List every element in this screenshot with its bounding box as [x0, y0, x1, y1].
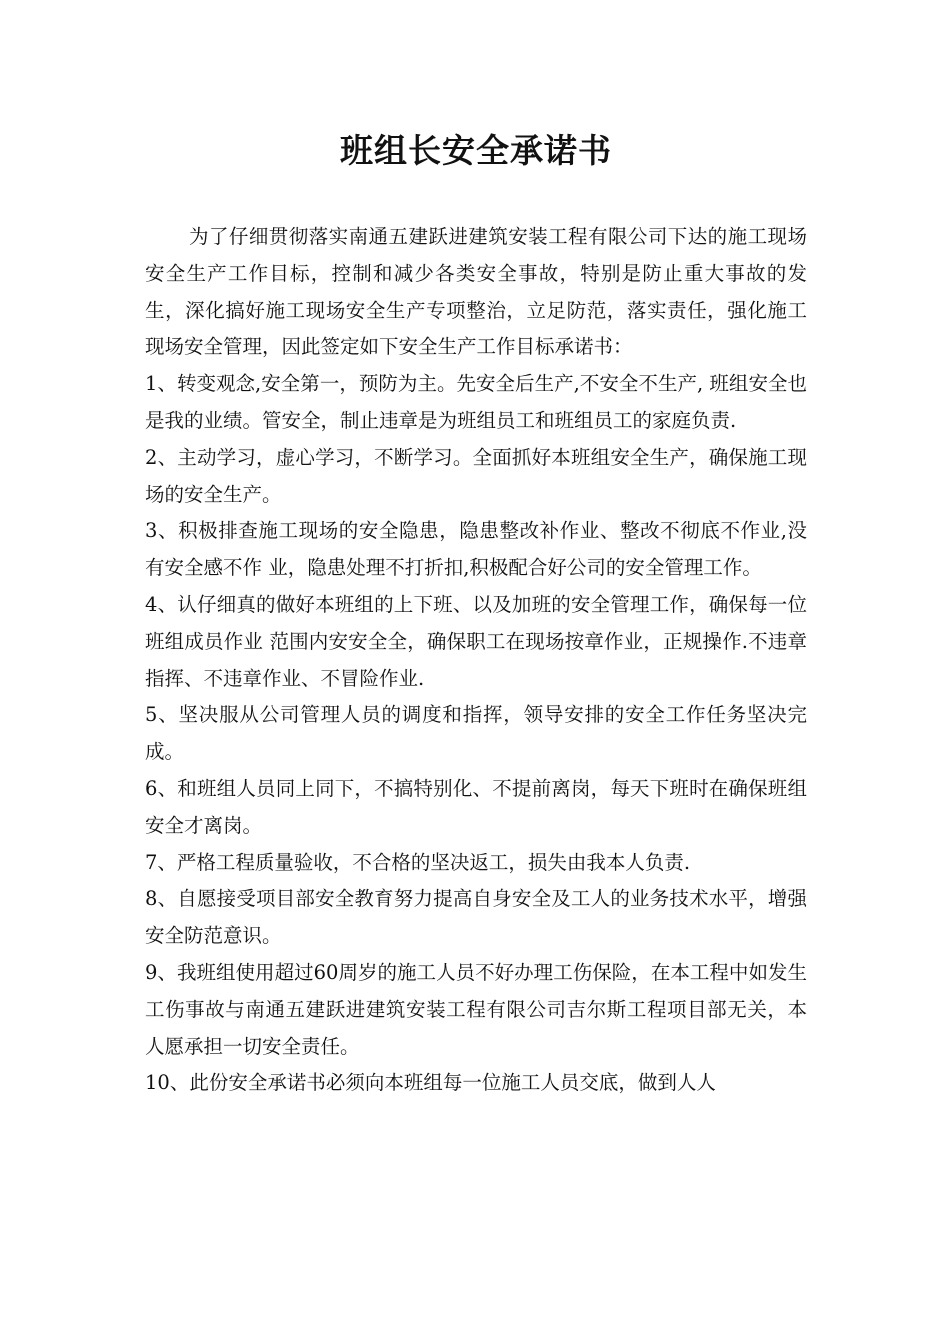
document-title: 班组长安全承诺书 — [340, 131, 612, 170]
commitment-item-10: 10、此份安全承诺书必须向本班组每一位施工人员交底，做到人人 — [145, 1071, 716, 1095]
commitment-item-9: 9、我班组使用超过60周岁的施工人员不好办理工伤保险，在本工程中如发生工伤事故与南通五建跃进建筑安装工程有限公司吉尔斯工程项目部无关，本人愿承担一切安全责任。 — [145, 960, 807, 1058]
intro-paragraph: 为了仔细贯彻落实南通五建跃进建筑安装工程有限公司下达的施工现场安全生产工作目标，控制和减少各类安全事故，特别是防止重大事故的发生，深化搞好施工现场安全生产专项整治，立足防范，落实责任，强化施工现场安全管理，因此签定如下安全生产工作目标承诺书： — [145, 225, 807, 359]
commitment-item-6: 6、和班组人员同上同下，不搞特别化、不提前离岗，每天下班时在确保班组安全才离岗。 — [145, 776, 807, 837]
commitment-item-7: 7、严格工程质量验收，不合格的坚决返工，损失由我本人负责. — [145, 850, 691, 874]
document-page — [145, 0, 807, 1344]
commitment-item-1: 1、转变观念,安全第一，预防为主。先安全后生产,不安全不生产, 班组安全也是我的业绩。管安全，制止违章是为班组员工和班组员工的家庭负责. — [145, 372, 807, 432]
document-body — [145, 219, 807, 1102]
commitment-item-8: 8、自愿接受项目部安全教育努力提高自身安全及工人的业务技术水平，增强安全防范意识。 — [145, 887, 807, 948]
commitment-item-4: 4、认仔细真的做好本班组的上下班、以及加班的安全管理工作，确保每一位班组成员作业 范围内安安全全，确保职工在现场按章作业，正规操作.不违章指挥、不违章作业、不冒险作业. — [145, 592, 807, 690]
commitment-item-5: 5、坚决服从公司管理人员的调度和指挥，领导安排的安全工作任务坚决完成。 — [145, 703, 807, 764]
commitment-item-3: 3、积极排查施工现场的安全隐患，隐患整改补作业、整改不彻底不作业,没有安全感不作 业，隐患处理不打折扣,积极配合好公司的安全管理工作。 — [145, 519, 807, 580]
commitment-item-2: 2、主动学习，虚心学习，不断学习。全面抓好本班组安全生产，确保施工现场的安全生产。 — [145, 445, 807, 506]
